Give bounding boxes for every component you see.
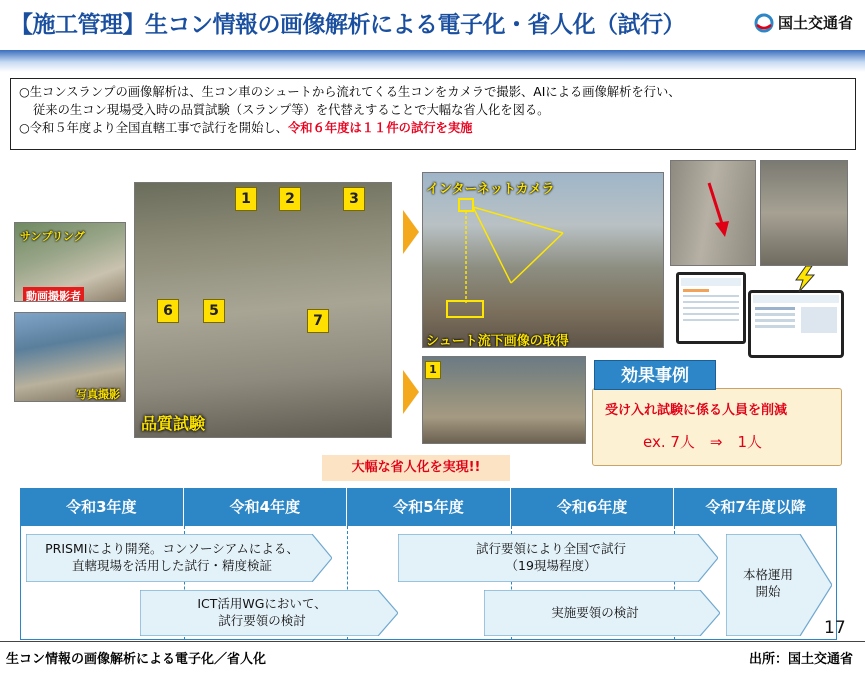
year-label: 令和5年度 bbox=[347, 488, 511, 526]
laptop-screen bbox=[676, 272, 746, 344]
number-badge: 1 bbox=[425, 361, 441, 379]
label-video: 動画撮影者 bbox=[23, 287, 84, 302]
realize-banner: 大幅な省人化を実現!! bbox=[322, 455, 510, 481]
bar-text: ICT活用WGにおいて、 bbox=[197, 596, 327, 611]
year-label: 令和6年度 bbox=[511, 488, 675, 526]
effect-text: 受け入れ試験に係る人員を削減 bbox=[605, 403, 788, 418]
title-rule bbox=[0, 50, 865, 72]
bar-text: 実施要領の検討 bbox=[551, 605, 639, 620]
timeline-header bbox=[20, 488, 837, 526]
bar-text: 試行要領の検討 bbox=[218, 613, 306, 628]
timeline-bar-development bbox=[26, 534, 332, 582]
bar-text: 直轄現場を活用した試行・精度検証 bbox=[71, 558, 272, 573]
ministry-name: 国土交通省 bbox=[777, 14, 853, 32]
number-badge: 2 bbox=[279, 187, 301, 211]
summary-line-1: ○生コンスランプの画像解析は、生コン車のシュートから流れてくる生コンをカメラで撮影、AIによる画像解析を行い、 bbox=[19, 85, 681, 99]
page-title: 【施工管理】生コン情報の画像解析による電子化・省人化（試行） bbox=[10, 12, 685, 38]
bar-text: 本格運用 bbox=[742, 567, 793, 582]
app-screen-icon bbox=[679, 275, 743, 341]
label-chute-image: シュート流下画像の取得 bbox=[426, 334, 569, 348]
year-label: 令和7年度以降 bbox=[705, 498, 806, 516]
ministry-logo bbox=[754, 12, 853, 33]
timeline-bar-wg bbox=[140, 590, 398, 636]
number-badge: 5 bbox=[203, 299, 225, 323]
timeline-bar-operation bbox=[726, 534, 832, 636]
bar-text: （19現場程度） bbox=[505, 558, 597, 573]
photo-quality-test bbox=[134, 182, 392, 438]
bar-text: 試行要領により全国で試行 bbox=[475, 541, 626, 556]
lightning-icon bbox=[790, 266, 818, 292]
effect-box bbox=[592, 388, 842, 466]
effect-heading: 効果事例 bbox=[594, 360, 716, 390]
number-badge: 6 bbox=[157, 299, 179, 323]
photo-sampling bbox=[14, 222, 126, 302]
number-badge: 3 bbox=[343, 187, 365, 211]
summary-line-3-highlight: 令和６年度は１１件の試行を実施 bbox=[287, 121, 473, 135]
chevron-right-icon bbox=[403, 370, 419, 414]
photo-chute-closeup bbox=[670, 160, 756, 266]
year-label: 令和4年度 bbox=[184, 488, 348, 526]
year-label: 令和3年度 bbox=[20, 488, 184, 526]
timeline-bar-guideline bbox=[484, 590, 720, 636]
effect-example: ex. 7人 ⇒ 1人 bbox=[643, 433, 763, 451]
summary-line-3 bbox=[19, 119, 847, 137]
summary-box bbox=[10, 78, 856, 150]
number-badge: 7 bbox=[307, 309, 329, 333]
tablet-screen bbox=[748, 290, 844, 358]
photo-chute-operator bbox=[422, 356, 586, 444]
summary-line-2: 従来の生コン現場受入時の品質試験（スランプ等）を代替えすることで大幅な省人化を図る。 bbox=[33, 103, 550, 117]
label-sampling: サンプリング bbox=[20, 230, 85, 243]
photo-rebar bbox=[760, 160, 848, 266]
footer-rule bbox=[0, 641, 865, 642]
photo-photographer bbox=[14, 312, 126, 402]
summary-line-3-prefix: ○令和５年度より全国直轄工事で試行を開始し、 bbox=[19, 121, 288, 135]
label-quality-test: 品質試験 bbox=[141, 414, 206, 433]
label-photo: 写真撮影 bbox=[76, 388, 120, 401]
ministry-emblem-icon bbox=[754, 13, 774, 33]
timeline-bar-trial bbox=[398, 534, 718, 582]
bar-text: 開始 bbox=[755, 584, 781, 599]
chevron-right-icon bbox=[403, 210, 419, 254]
footer-source: 出所：国土交通省 bbox=[748, 652, 853, 667]
footer-caption: 生コン情報の画像解析による電子化／省人化 bbox=[6, 652, 267, 667]
bar-text: PRISMIにより開発。コンソーシアムによる、 bbox=[45, 541, 299, 556]
number-badge: 1 bbox=[235, 187, 257, 211]
label-internet-camera: インターネットカメラ bbox=[426, 182, 555, 197]
camera-view-outline bbox=[423, 173, 664, 348]
photo-internet-camera bbox=[422, 172, 664, 348]
down-arrow-icon bbox=[671, 161, 756, 266]
page-number: 17 bbox=[824, 618, 846, 638]
app-screen-icon bbox=[751, 293, 841, 355]
